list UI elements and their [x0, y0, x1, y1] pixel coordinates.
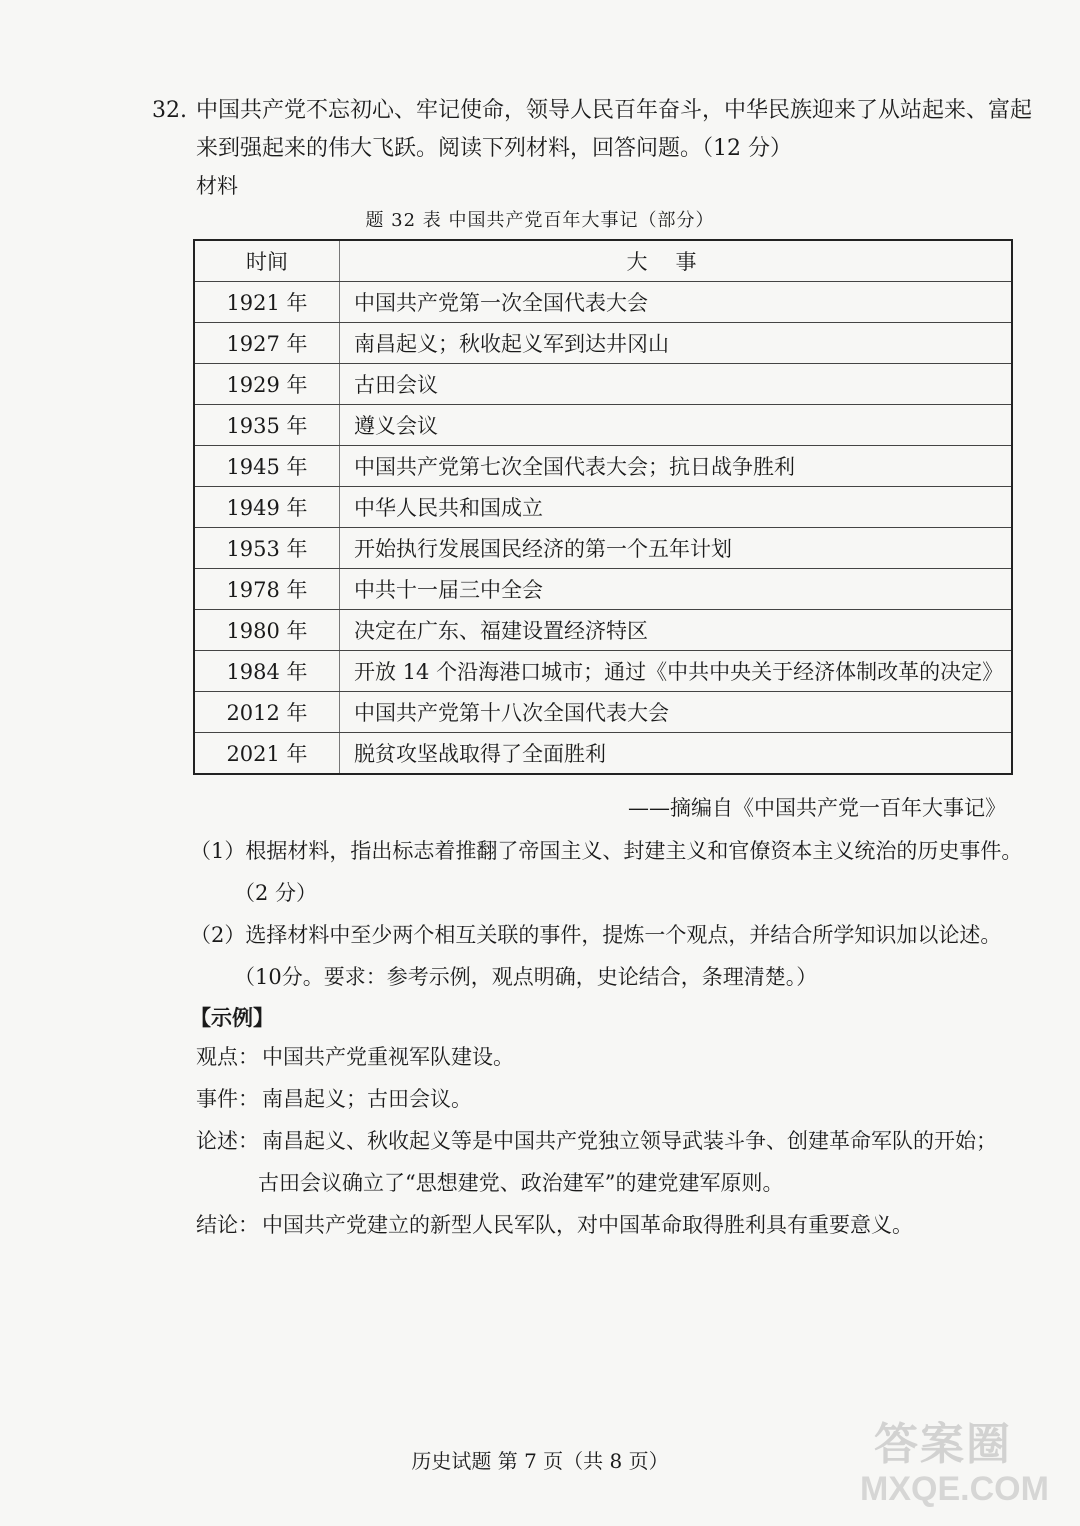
table-row	[194, 405, 1012, 446]
table-source: ——摘编自《中国共产党一百年大事记》	[628, 796, 1006, 820]
cell-year: 1949 年	[194, 487, 340, 528]
material-label: 材料	[196, 174, 238, 198]
table-row	[194, 569, 1012, 610]
question-text: 中国共产党不忘初心、牢记使命，领导人民百年奋斗，中华民族迎来了从站起来、富起来到强起来的伟大飞跃。阅读下列材料，回答问题。（12 分）	[196, 98, 1033, 161]
cell-event: 中国共产党第十八次全国代表大会	[340, 692, 1013, 733]
table-row	[194, 364, 1012, 405]
cell-event: 中共十一届三中全会	[340, 569, 1013, 610]
page-footer: 历史试题 第 7 页（共 8 页）	[411, 1449, 669, 1473]
cell-year: 1984 年	[194, 651, 340, 692]
cell-year: 1980 年	[194, 610, 340, 651]
cell-event: 中华人民共和国成立	[340, 487, 1013, 528]
viewpoint-key: 观点：	[196, 1045, 259, 1069]
cell-year: 2021 年	[194, 733, 340, 775]
events-table	[193, 239, 1013, 775]
table-row	[194, 528, 1012, 569]
cell-year: 1953 年	[194, 528, 340, 569]
example-heading: 【示例】	[190, 1005, 274, 1030]
header-year: 时间	[194, 240, 340, 282]
sub-question-2-line1: （2）选择材料中至少两个相互关联的事件，提炼一个观点，并结合所学知识加以论述。	[190, 923, 1002, 947]
watermark-logo-text: 答案圈	[874, 1419, 1012, 1470]
table-row	[194, 733, 1012, 775]
cell-event: 中国共产党第七次全国代表大会；抗日战争胜利	[340, 446, 1013, 487]
sub-question-2-requirements: （10分。要求：参考示例，观点明确，史论结合，条理清楚。）	[234, 965, 818, 989]
example-conclusion	[196, 1204, 1036, 1246]
cell-event: 脱贫攻坚战取得了全面胜利	[340, 733, 1013, 775]
argument-key: 论述：	[196, 1129, 259, 1153]
cell-year: 2012 年	[194, 692, 340, 733]
table-row	[194, 651, 1012, 692]
conclusion-key: 结论：	[196, 1213, 259, 1237]
sub-question-1	[190, 830, 1040, 914]
question-number: 32.	[152, 98, 187, 123]
cell-event: 决定在广东、福建设置经济特区	[340, 610, 1013, 651]
cell-event: 中国共产党第一次全国代表大会	[340, 282, 1013, 323]
cell-event: 南昌起义；秋收起义军到达井冈山	[340, 323, 1013, 364]
events-key: 事件：	[196, 1087, 259, 1111]
table-row	[194, 610, 1012, 651]
cell-year: 1978 年	[194, 569, 340, 610]
sub-question-1-line1: （1）根据材料，指出标志着推翻了帝国主义、封建主义和官僚资本主义统治的历史事件。	[190, 839, 1023, 863]
example-argument	[196, 1120, 1036, 1162]
cell-year: 1921 年	[194, 282, 340, 323]
viewpoint-text: 中国共产党重视军队建设。	[262, 1045, 514, 1069]
cell-event: 开始执行发展国民经济的第一个五年计划	[340, 528, 1013, 569]
cell-year: 1929 年	[194, 364, 340, 405]
watermark-url: MXQE.COM	[860, 1470, 1049, 1508]
example-viewpoint	[196, 1036, 1036, 1078]
example-events	[196, 1078, 1036, 1120]
argument-text-line2: 古田会议确立了“思想建党、政治建军”的建党建军原则。	[258, 1171, 784, 1195]
table-caption: 题 32 表 中国共产党百年大事记（部分）	[365, 210, 715, 231]
header-event: 大事	[340, 240, 1013, 282]
cell-year: 1945 年	[194, 446, 340, 487]
watermark-logo	[860, 1408, 1050, 1518]
conclusion-text: 中国共产党建立的新型人民军队，对中国革命取得胜利具有重要意义。	[262, 1213, 913, 1237]
table-row	[194, 446, 1012, 487]
table-row	[194, 487, 1012, 528]
cell-year: 1927 年	[194, 323, 340, 364]
cell-event: 开放 14 个沿海港口城市；通过《中共中央关于经济体制改革的决定》	[340, 651, 1013, 692]
sub-question-2	[190, 914, 1040, 998]
table-row	[194, 323, 1012, 364]
table-row	[194, 692, 1012, 733]
question-block	[152, 92, 1032, 168]
sub-question-1-score: （2 分）	[234, 881, 318, 905]
events-text: 南昌起义；古田会议。	[262, 1087, 472, 1111]
argument-text-line1: 南昌起义、秋收起义等是中国共产党独立领导武装斗争、创建革命军队的开始；	[262, 1129, 997, 1153]
cell-event: 古田会议	[340, 364, 1013, 405]
cell-event: 遵义会议	[340, 405, 1013, 446]
cell-year: 1935 年	[194, 405, 340, 446]
table-row	[194, 282, 1012, 323]
table-header-row	[194, 240, 1012, 282]
